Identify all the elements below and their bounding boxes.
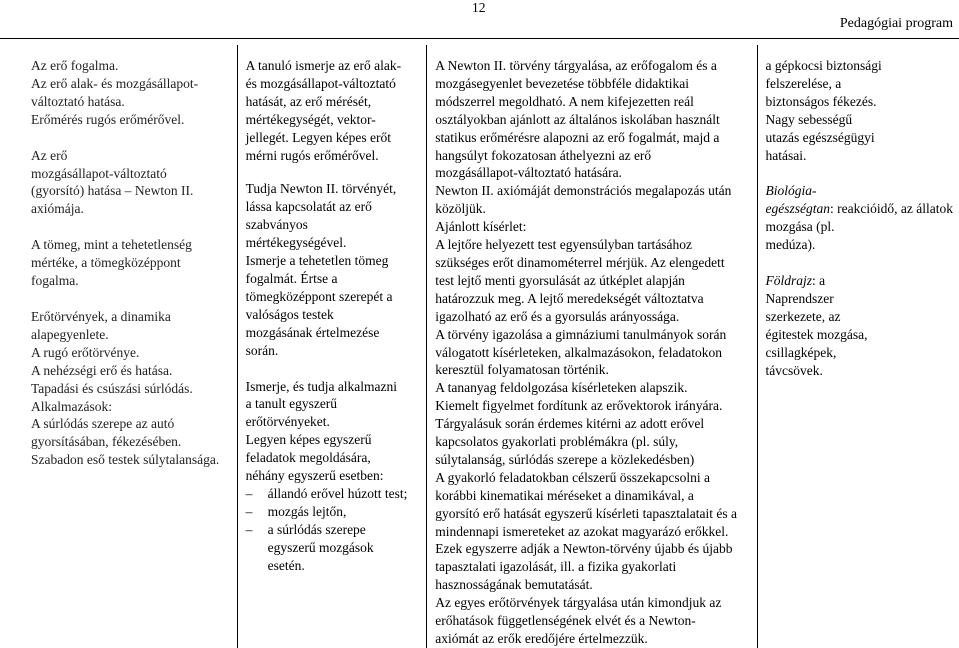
text-line: mozgásállapot-változtató hatására. bbox=[435, 165, 622, 181]
text-line: Legyen képes egyszerű bbox=[245, 432, 372, 448]
text-line: tömegközéppont szerepét a bbox=[245, 288, 393, 304]
text-line: A lejtőre helyezett test egyensúlyban tartásához bbox=[435, 237, 693, 253]
topic-newton-second-law bbox=[31, 147, 231, 219]
subject-label: Földrajz bbox=[765, 273, 813, 289]
text-line: Ajánlott kísérlet: bbox=[435, 219, 527, 235]
text-line: hasznosságának bemutatását. bbox=[435, 577, 593, 593]
text-line: szerkezete, az bbox=[765, 308, 841, 324]
dash-item-text: mozgás lejtőn, bbox=[267, 503, 347, 519]
text-line: súlytalanság, súrlódás szerepe a közlekedésben) bbox=[435, 451, 695, 467]
text-line: axiómája. bbox=[31, 201, 84, 217]
text-line: Tárgyalásuk során érdemes kitérni az adott erővel bbox=[435, 416, 705, 432]
text-line: Erőmérés rugós erőmérővel. bbox=[31, 111, 185, 127]
text-line: szükséges erőt dinamométerrel mérjük. Az elengedett bbox=[435, 254, 725, 270]
text-line: mozgása (pl. bbox=[765, 219, 835, 235]
text-line: erőtörvényeket. bbox=[245, 414, 330, 430]
text-line: feladatok megoldására, bbox=[245, 450, 371, 466]
text-line: jellegét. Legyen képes erőt bbox=[245, 129, 392, 145]
text-line bbox=[766, 182, 953, 200]
text-line: medúza). bbox=[765, 237, 816, 253]
text-line: Erőtörvények, a dinamika bbox=[31, 308, 171, 324]
text-line: Alkalmazások: bbox=[31, 398, 112, 414]
dash-bullet-icon: – bbox=[245, 485, 253, 501]
text-line: a tanult egyszerű bbox=[245, 396, 338, 412]
text-line: Ismerje, és tudja alkalmazni bbox=[245, 378, 398, 394]
text-line: mérni rugós erőmérővel. bbox=[245, 147, 379, 163]
dash-item-text: állandó erővel húzott test; bbox=[267, 485, 408, 501]
dash-list-item bbox=[246, 521, 421, 539]
text-line: A gyakorló feladatokban célszerű összekapcsolni a bbox=[435, 469, 711, 485]
text-line: mindennapi ismereteket az azokat magyarázó erőkkel. bbox=[435, 523, 729, 539]
text-line: fogalma. bbox=[31, 273, 79, 289]
text-line: Kiemelt figyelmet fordítunk az erővektorok irányára. bbox=[435, 398, 723, 414]
text-line: távcsövek. bbox=[765, 362, 823, 378]
header-rule bbox=[0, 38, 959, 39]
text-line: osztályokban ajánlott az általános iskolában használt bbox=[435, 111, 720, 127]
text-line: Az erő alak- és mozgásállapot- bbox=[31, 75, 199, 91]
text-line: Ismerje a tehetetlen tömeg bbox=[245, 253, 389, 269]
text-line: fogalmát. Értse a bbox=[245, 270, 338, 286]
text-line bbox=[766, 200, 953, 218]
subject-text: : a bbox=[812, 273, 826, 289]
curriculum-table bbox=[20, 45, 959, 648]
text-line: Szabadon eső testek súlytalansága. bbox=[31, 452, 220, 468]
dash-list-item bbox=[246, 485, 421, 503]
text-line: során. bbox=[245, 342, 279, 358]
connection-geography bbox=[766, 272, 953, 379]
subject-text: : reakcióidő, az állatok bbox=[830, 201, 953, 217]
text-line: változtató hatása. bbox=[31, 93, 125, 109]
text-line: mozgásállapot-változtató bbox=[31, 165, 167, 181]
connection-biology bbox=[766, 182, 953, 254]
text-line: Az erő bbox=[31, 147, 68, 163]
text-line: Tapadási és csúszási súrlódás. bbox=[31, 380, 193, 396]
text-line: valóságos testek bbox=[245, 306, 334, 322]
subject-label: egészségtan bbox=[765, 201, 831, 217]
text-line: felszerelése, a bbox=[765, 75, 842, 91]
connection-vehicle-safety bbox=[766, 57, 953, 164]
text-line: mértékegységével. bbox=[245, 235, 347, 251]
subject-label: Biológia- bbox=[765, 183, 817, 199]
text-line: igazolható az erő és a gyorsulás arányossága. bbox=[435, 308, 680, 324]
topic-force-concept bbox=[31, 57, 231, 129]
text-line: mozgásegyenlet bevezetése többféle didaktikai bbox=[435, 75, 690, 91]
text-line: Az egyes erőtörvények tárgyalása után kimondjuk az bbox=[435, 595, 722, 611]
methodology-column bbox=[427, 45, 757, 648]
text-line: égitestek mozgása, bbox=[765, 326, 868, 342]
text-line: Ezek egyszerre adják a Newton-törvény újabb és újabb bbox=[435, 541, 733, 557]
text-line: test lejtő menti gyorsulását az útképlet alapján bbox=[435, 272, 685, 288]
text-line: közöljük. bbox=[435, 201, 486, 217]
text-line: erőhatások függetlenségének elvét és a Newton- bbox=[435, 613, 696, 629]
connections-column bbox=[757, 45, 959, 648]
text-line: Nagy sebességű bbox=[765, 111, 853, 127]
text-line: mértékegységét, vektor- bbox=[245, 111, 376, 127]
table-row bbox=[20, 45, 959, 648]
text-line: néhány egyszerű esetben: bbox=[245, 468, 384, 484]
text-line: gyorsító erő hatását egyszerű kísérleti tapasztalatait és a bbox=[435, 505, 738, 521]
dash-bullet-icon: – bbox=[245, 503, 253, 519]
text-line: biztonságos fékezés. bbox=[765, 93, 877, 109]
text-line: utazás egészségügyi bbox=[765, 129, 875, 145]
requirement-force-laws bbox=[246, 378, 421, 575]
text-line: mozgásának értelmezése bbox=[245, 324, 380, 340]
text-line: kapcsolatos gyakorlati problémákra (pl. súly, bbox=[435, 434, 679, 450]
page-number: 12 bbox=[472, 0, 486, 15]
text-line: A tananyag feldolgozása kísérleteken alapszik. bbox=[435, 380, 688, 396]
text-line bbox=[766, 272, 953, 290]
text-line: A törvény igazolása a gimnáziumi tanulmányok során bbox=[435, 326, 727, 342]
program-title: Pedagógiai program bbox=[839, 16, 953, 31]
dash-list-item bbox=[246, 503, 421, 521]
text-line: csillagképek, bbox=[765, 344, 837, 360]
text-line: A Newton II. törvény tárgyalása, az erőfogalom és a bbox=[435, 58, 717, 73]
topic-force-laws bbox=[31, 308, 231, 469]
topics-column bbox=[20, 45, 237, 648]
text-line: Naprendszer bbox=[765, 290, 834, 306]
text-line: korábbi kinematikai méréseket a dinamikával, a bbox=[435, 487, 694, 503]
text-line: hatását, az erő mérését, bbox=[245, 93, 372, 109]
text-line: alapegyenlete. bbox=[31, 326, 109, 342]
text-line: A nehézségi erő és hatása. bbox=[31, 362, 173, 378]
text-line: lássa kapcsolatát az erő bbox=[245, 199, 372, 215]
topic-mass-inertia bbox=[31, 236, 231, 290]
text-line: határozzuk meg. A lejtő meredekségét változtatva bbox=[435, 290, 704, 306]
text-line: szabványos bbox=[245, 217, 308, 233]
text-line: statikus erőmérésre alapozni az erő fogalmát, majd a bbox=[435, 129, 720, 145]
dash-item-text: a súrlódás szerepe bbox=[267, 521, 366, 537]
text-line: A tömeg, mint a tehetetlenség bbox=[31, 237, 192, 253]
requirements-column bbox=[237, 45, 427, 648]
text-line: hangsúlyt fokozatosan áthelyezni az erő bbox=[435, 147, 652, 163]
text-line: A súrlódás szerepe az autó bbox=[31, 416, 175, 432]
text-line: mértéke, a tömegközéppont bbox=[31, 255, 181, 271]
requirement-force-measure bbox=[246, 57, 421, 164]
requirement-newton-law bbox=[246, 180, 421, 359]
dash-bullet-icon: – bbox=[245, 521, 253, 537]
text-line: Az erő fogalma. bbox=[31, 58, 119, 73]
text-line: keresztül folyamatosan történik. bbox=[435, 362, 609, 378]
text-line: Newton II. axiómáját demonstrációs megalapozás után bbox=[435, 183, 732, 199]
text-line: válogatott kísérleteken, alkalmazásokon, feladatokon bbox=[435, 344, 723, 360]
text-line: hatásai. bbox=[765, 147, 807, 163]
text-line: A rugó erőtörvénye. bbox=[31, 344, 140, 360]
text-line: tapasztalati igazolását, ill. a fizika gyakorlati bbox=[435, 559, 677, 575]
text-line: egyszerű mozgások bbox=[267, 539, 374, 555]
text-line: gyorsításában, fékezésében. bbox=[31, 434, 182, 450]
text-line: módszerrel megoldható. A nem kifejezetten reál bbox=[435, 93, 694, 109]
text-line: A tanuló ismerje az erő alak- bbox=[245, 58, 402, 73]
text-line: és mozgásállapot-változtató bbox=[245, 75, 396, 91]
text-line: esetén. bbox=[267, 557, 305, 573]
text-line: Tudja Newton II. törvényét, bbox=[245, 181, 397, 197]
text-line: a gépkocsi biztonsági bbox=[765, 58, 882, 73]
text-line: (gyorsító) hatása – Newton II. bbox=[31, 183, 194, 199]
text-line: axiómát az erők eredőjére értelmezzük. bbox=[435, 631, 648, 646]
